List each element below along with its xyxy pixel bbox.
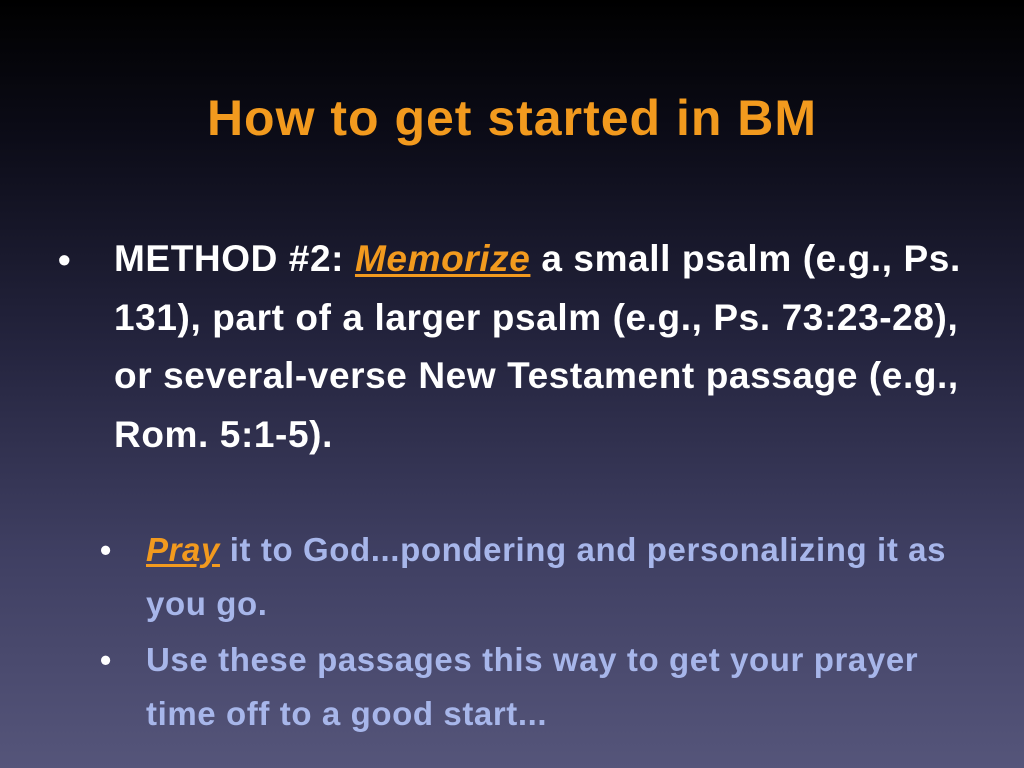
sub-bullet-text <box>146 523 980 631</box>
method-label: METHOD #2: <box>114 238 345 279</box>
sub-bullet-icon: • <box>100 532 112 568</box>
slide-title: How to get started in BM <box>206 90 818 146</box>
memorize-emphasis: Memorize <box>354 238 531 279</box>
main-bullet-text <box>114 230 988 464</box>
main-bullet-rest: a small psalm (e.g., Ps. 131), part of a larger psalm (e.g., Ps. 73:23-28), or several-verse New Testament passage (e.g., Rom. 5:1-5). <box>114 238 961 455</box>
bullet-icon: • <box>58 239 71 280</box>
sub-bullet-text: Use these passages this way to get your prayer time off to a good start... <box>146 641 919 732</box>
main-bullet <box>58 230 988 464</box>
pray-emphasis: Pray <box>146 531 220 568</box>
sub-bullet-icon: • <box>100 642 112 678</box>
sub-bullet-use-passages <box>100 633 980 741</box>
sub-bullet-rest: it to God...pondering and personalizing it as you go. <box>146 531 947 622</box>
sub-bullet-pray <box>100 523 980 631</box>
